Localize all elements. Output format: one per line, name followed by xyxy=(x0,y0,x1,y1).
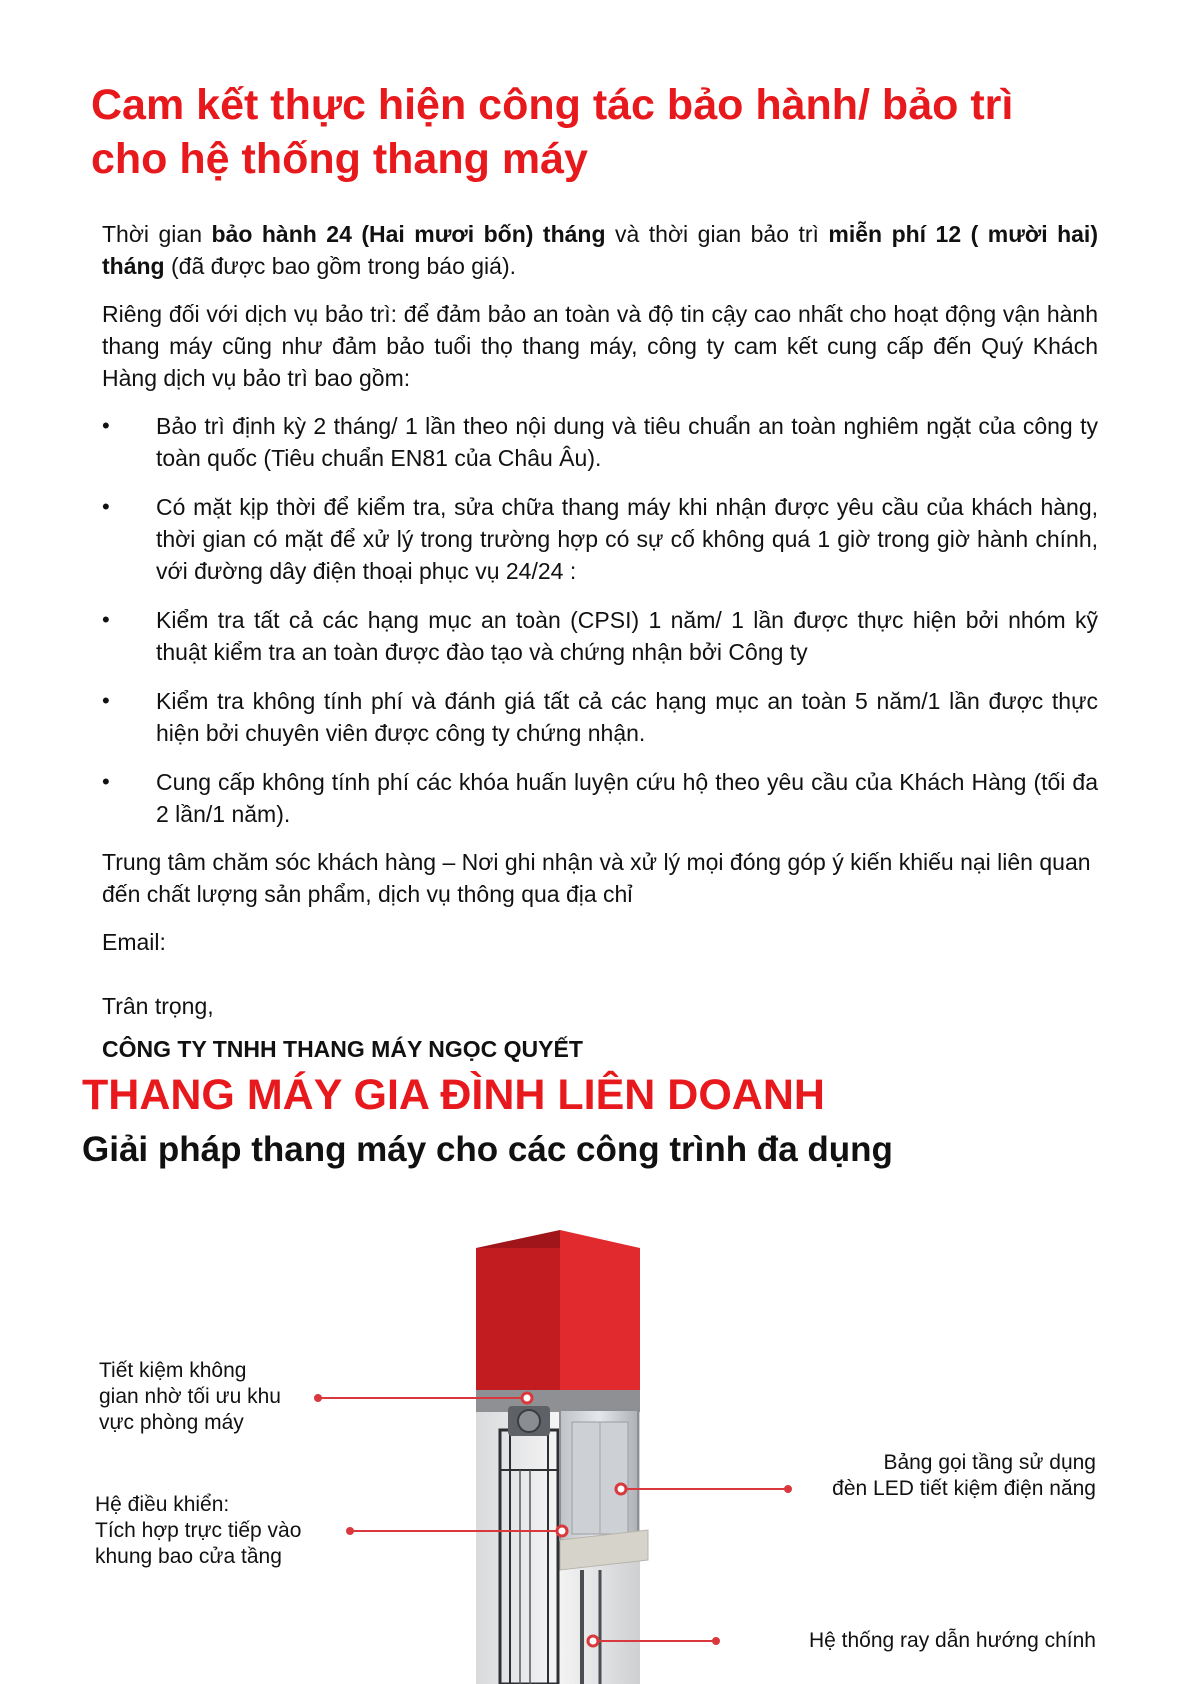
bullet-dot: • xyxy=(102,688,110,713)
page-title xyxy=(91,78,1131,186)
callout-control-system: Hệ điều khiển: Tích hợp trực tiếp vào khung bao cửa tầng xyxy=(95,1493,302,1568)
email-label: Email: xyxy=(102,929,166,955)
free-maintenance-period: miễn phí 12 ( mười hai) tháng xyxy=(102,221,1098,279)
shaft-roof-block xyxy=(476,1230,640,1390)
maintenance-intro: Riêng đối với dịch vụ bảo trì: để đảm bảo an toàn và độ tin cậy cao nhất cho hoạt động vận hành thang máy cũng như đảm bảo tuổi thọ thang máy, công ty cam kết cung cấp đến Quý Khách Hàng dịch vụ bảo trì bao gồm: xyxy=(102,301,1098,391)
shaft-band xyxy=(476,1390,640,1412)
warranty-period: bảo hành 24 (Hai mươi bốn) tháng xyxy=(211,221,606,247)
title-line-2: cho hệ thống thang máy xyxy=(91,135,588,183)
company-name: CÔNG TY TNHH THANG MÁY NGỌC QUYẾT xyxy=(102,1036,583,1062)
warranty-paragraph: Thời gian bảo hành 24 (Hai mươi bốn) tháng và thời gian bảo trì miễn phí 12 ( mười hai) tháng (đã được bao gồm trong báo giá). xyxy=(102,221,1098,279)
callout-call-panel: Bảng gọi tầng sử dụng đèn LED tiết kiệm điện năng xyxy=(832,1451,1096,1500)
title-line-1: Cam kết thực hiện công tác bảo hành/ bảo trì xyxy=(91,81,1014,129)
callout-guide-rail: Hệ thống ray dẫn hướng chính xyxy=(808,1629,1096,1652)
customer-care-paragraph: Trung tâm chăm sóc khách hàng – Nơi ghi nhận và xử lý mọi đóng góp ý kiến khiếu nại liên quan đến chất lượng sản phẩm, dịch vụ thông qua địa chỉ xyxy=(102,849,1091,907)
bullet-item: Có mặt kịp thời để kiểm tra, sửa chữa thang máy khi nhận được yêu cầu của khách hàng, thời gian có mặt để xử lý trong trường hợp có sự cố không quá 1 giờ trong giờ hành chính, với đường dây điện thoại phục vụ 24/24 : xyxy=(156,494,1098,584)
bullet-item: Kiểm tra không tính phí và đánh giá tất cả các hạng mục an toàn 5 năm/1 lần được thực hiện bởi chuyên viên được công ty chứng nhận. xyxy=(156,688,1098,746)
banner-title: THANG MÁY GIA ĐÌNH LIÊN DOANH xyxy=(82,1071,825,1119)
bullet-item: Bảo trì định kỳ 2 tháng/ 1 lần theo nội dung và tiêu chuẩn an toàn nghiêm ngặt của công ty toàn quốc (Tiêu chuẩn EN81 của Châu Âu). xyxy=(156,413,1098,471)
landing-door xyxy=(560,1410,638,1540)
machine-motor xyxy=(508,1406,550,1436)
callout-space-saving: Tiết kiệm không gian nhờ tối ưu khu vực phòng máy xyxy=(99,1359,281,1434)
bullet-dot: • xyxy=(102,769,110,794)
bullet-dot: • xyxy=(102,494,110,519)
bullet-item: Cung cấp không tính phí các khóa huấn luyện cứu hộ theo yêu cầu của Khách Hàng (tối đa 2 lần/1 năm). xyxy=(156,769,1098,827)
bullet-dot: • xyxy=(102,413,110,438)
bullet-dot: • xyxy=(102,607,110,632)
regards-text: Trân trọng, xyxy=(102,993,214,1019)
bullet-item: Kiểm tra tất cả các hạng mục an toàn (CPSI) 1 năm/ 1 lần được thực hiện bởi nhóm kỹ thuật kiểm tra an toàn được đào tạo và chứng nhận bởi Công ty xyxy=(156,607,1098,665)
banner-subtitle: Giải pháp thang máy cho các công trình đa dụng xyxy=(82,1130,893,1169)
